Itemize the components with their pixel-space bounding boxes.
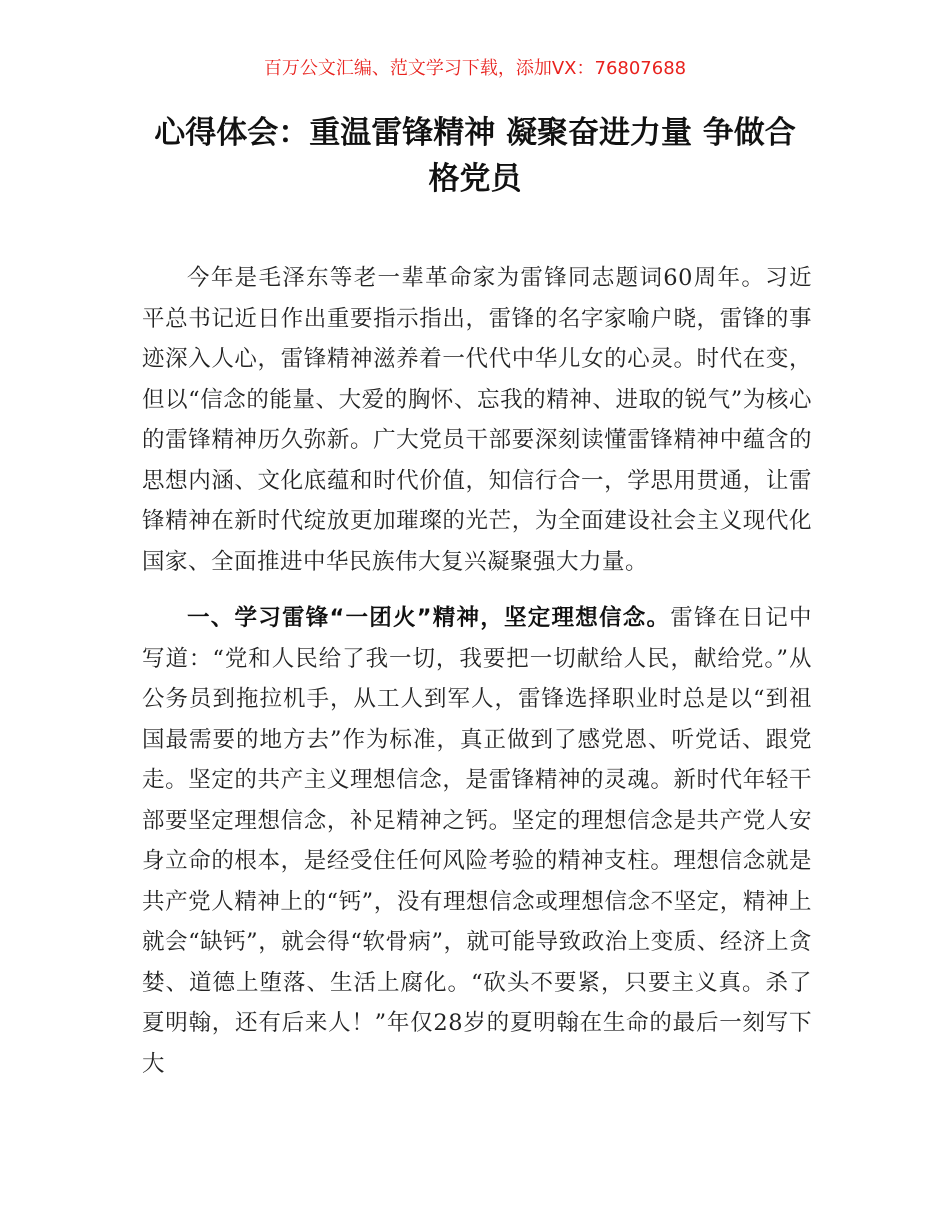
- paragraph-intro: [142, 258, 812, 582]
- paragraph-text: 雷锋在日记中写道：“党和人民给了我一切，我要把一切献给人民，献给党。”从公务员到拖拉机手，从工人到军人，雷锋选择职业时总是以“到祖国最需要的地方去”作为标准，真正做到了感党恩、听党话、跟党走。坚定的共产主义理想信念，是雷锋精神的灵魂。新时代年轻干部要坚定理想信念，补足精神之钙。坚定的理想信念是共产党人安身立命的根本，是经受住任何风险考验的精神支柱。理想信念就是共产党人精神上的“钙”，没有理想信念或理想信念不坚定，精神上就会“缺钙”，就会得“软骨病”，就可能导致政治上变质、经济上贪婪、道德上堕落、生活上腐化。“砍头不要紧，只要主义真。杀了夏明翰，还有后来人！”年仅28岁的夏明翰在生命的最后一刻写下大: [142, 605, 812, 1077]
- document-title: 心得体会：重温雷锋精神 凝聚奋进力量 争做合格党员: [154, 115, 796, 197]
- header-banner: 百万公文汇编、范文学习下载，添加VX：76807688: [263, 58, 687, 79]
- paragraph-text: 今年是毛泽东等老一辈革命家为雷锋同志题词60周年。习近平总书记近日作出重要指示指出，雷锋的名字家喻户晓，雷锋的事迹深入人心，雷锋精神滋养着一代代中华儿女的心灵。时代在变，但以“信念的能量、大爱的胸怀、忘我的精神、进取的锐气”为核心的雷锋精神历久弥新。广大党员干部要深刻读懂雷锋精神中蕴含的思想内涵、文化底蕴和时代价值，知信行合一，学思用贯通，让雷锋精神在新时代绽放更加璀璨的光芒，为全面建设社会主义现代化国家、全面推进中华民族伟大复兴凝聚强大力量。: [142, 265, 812, 575]
- paragraph-section-1: [142, 598, 812, 1084]
- section-heading: 一、学习雷锋“一团火”精神，坚定理想信念。: [187, 605, 671, 631]
- document-body: [142, 258, 812, 1100]
